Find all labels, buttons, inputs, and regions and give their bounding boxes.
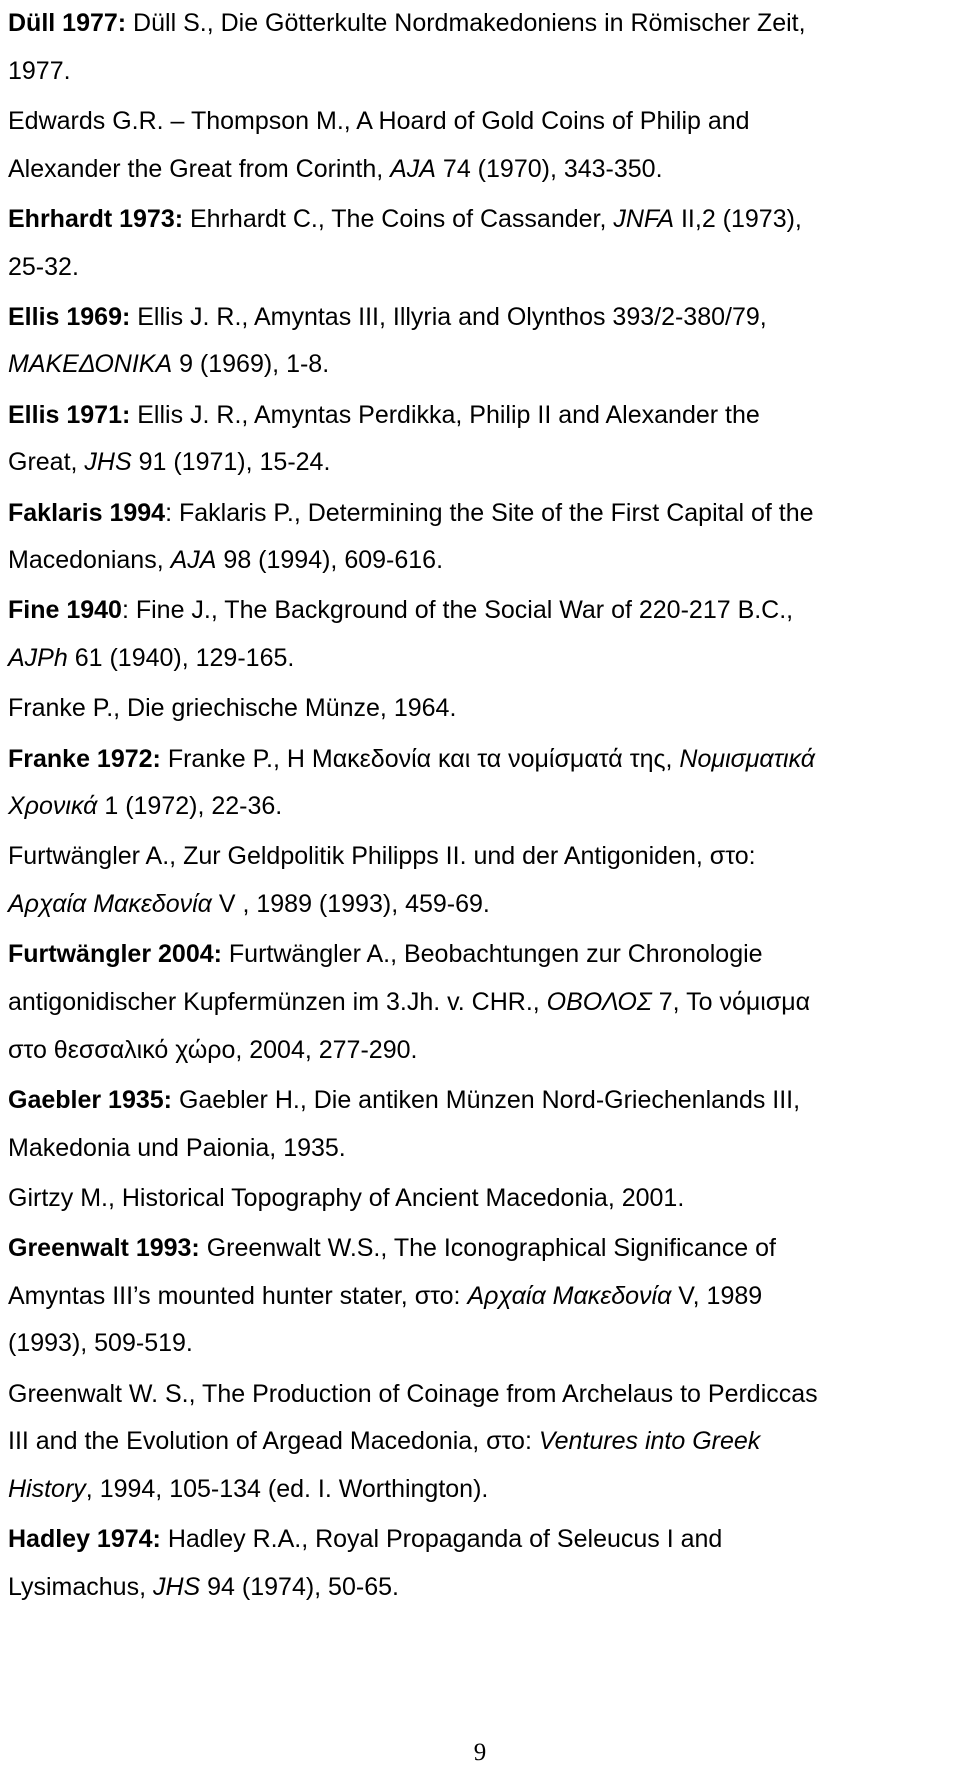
entry-key: Gaebler 1935:	[8, 1085, 172, 1114]
entry-italic-text: AJA	[390, 154, 436, 183]
bibliography-entry	[8, 98, 953, 193]
entry-text: Girtzy M., Historical Topography of Ancient Macedonia, 2001.	[8, 1183, 685, 1212]
entry-key: Hadley 1974:	[8, 1525, 161, 1554]
entry-line	[8, 1027, 953, 1075]
entry-line	[8, 341, 953, 389]
entry-text: : Fine J., The Background of the Social War of 220-217 B.C.,	[121, 596, 794, 625]
entry-italic-text: ΟΒΟΛΟΣ	[546, 988, 652, 1017]
entry-italic-text: ΜΑΚΕΔΟΝΙΚΑ	[8, 350, 173, 379]
entry-italic-text: JHS	[84, 448, 132, 477]
entry-text: Greenwalt W.S., The Iconographical Significance of	[199, 1234, 776, 1263]
bibliography-list	[8, 0, 953, 1614]
entry-line	[8, 439, 953, 487]
entry-text: Ellis J. R., Amyntas III, Illyria and Olynthos 393/2-380/79,	[130, 302, 767, 331]
bibliography-entry	[8, 736, 953, 831]
entry-line	[8, 48, 953, 96]
entry-italic-text: Νομισματικά	[679, 744, 816, 773]
entry-line	[8, 1320, 953, 1368]
bibliography-entry	[8, 931, 953, 1074]
entry-line	[8, 1371, 953, 1419]
entry-line	[8, 1516, 953, 1564]
entry-text: Hadley R.A., Royal Propaganda of Seleucus I and	[160, 1525, 723, 1554]
entry-italic-text: Αρχαία Μακεδονία	[467, 1281, 672, 1310]
entry-text: III and the Evolution of Argead Macedonia, στο:	[8, 1427, 539, 1456]
entry-line	[8, 98, 953, 146]
entry-key: Franke 1972:	[8, 744, 161, 773]
entry-text: Makedonia und Paionia, 1935.	[8, 1133, 346, 1162]
entry-line	[8, 294, 953, 342]
entry-text: 91 (1971), 15-24.	[131, 448, 331, 477]
entry-key: Faklaris 1994	[8, 498, 166, 527]
bibliography-entry	[8, 196, 953, 291]
entry-text: V , 1989 (1993), 459-69.	[211, 890, 490, 919]
entry-italic-text: JNFA	[613, 204, 675, 233]
bibliography-entry	[8, 1516, 953, 1611]
entry-line	[8, 685, 953, 733]
entry-text: 74 (1970), 343-350.	[435, 154, 663, 183]
entry-text: Lysimachus,	[8, 1573, 153, 1601]
entry-text: Furtwängler A., Beobachtungen zur Chronologie	[221, 940, 763, 969]
entry-line	[8, 881, 953, 929]
entry-italic-text: Χρονικά	[8, 792, 98, 821]
entry-text: Amyntas III’s mounted hunter stater, στο:	[8, 1281, 468, 1310]
entry-line	[8, 1273, 953, 1321]
entry-text: antigonidischer Kupfermünzen im 3.Jh. v. CHR.,	[8, 988, 547, 1017]
entry-text: II,2 (1973),	[674, 204, 802, 233]
entry-key: Furtwängler 2004:	[8, 940, 222, 969]
entry-line	[8, 490, 953, 538]
entry-line	[8, 979, 953, 1027]
entry-text: στο θεσσαλικό χώρο, 2004, 277-290.	[8, 1035, 418, 1064]
entry-line	[8, 783, 953, 831]
entry-line	[8, 0, 953, 48]
entry-key: Ehrhardt 1973:	[8, 204, 184, 233]
entry-line	[8, 833, 953, 881]
entry-text: 1 (1972), 22-36.	[97, 792, 283, 821]
entry-text: Great,	[8, 448, 85, 477]
entry-key: Greenwalt 1993:	[8, 1234, 200, 1263]
entry-key: Düll 1977:	[8, 9, 127, 37]
entry-text: V, 1989	[671, 1281, 763, 1310]
entry-text: 98 (1994), 609-616.	[216, 546, 444, 575]
entry-italic-text: Ventures into Greek	[538, 1427, 761, 1456]
bibliography-entry	[8, 1225, 953, 1368]
entry-line	[8, 1125, 953, 1173]
entry-key: Fine 1940	[8, 596, 122, 625]
entry-text: : Faklaris P., Determining the Site of the First Capital of the	[165, 498, 814, 527]
entry-text: 94 (1974), 50-65.	[200, 1573, 399, 1601]
entry-key: Ellis 1971:	[8, 400, 131, 429]
bibliography-entry	[8, 490, 953, 585]
entry-line	[8, 635, 953, 683]
bibliography-entry	[8, 833, 953, 928]
entry-line	[8, 1466, 953, 1514]
entry-line	[8, 244, 953, 292]
entry-text: Macedonians,	[8, 546, 171, 575]
entry-line	[8, 1077, 953, 1125]
entry-text: Greenwalt W. S., The Production of Coinage from Archelaus to Perdiccas	[8, 1379, 818, 1408]
entry-text: Gaebler H., Die antiken Münzen Nord-Griechenlands III,	[172, 1085, 801, 1114]
bibliography-entry	[8, 685, 953, 733]
entry-line	[8, 146, 953, 194]
entry-italic-text: AJPh	[8, 644, 68, 673]
entry-text: Ehrhardt C., The Coins of Cassander,	[183, 204, 614, 233]
entry-italic-text: History	[8, 1475, 86, 1504]
entry-text: 1977.	[8, 56, 71, 85]
entry-italic-text: Αρχαία Μακεδονία	[8, 890, 212, 919]
entry-line	[8, 537, 953, 585]
entry-text: Franke P., Die griechische Münze, 1964.	[8, 694, 457, 723]
entry-line	[8, 196, 953, 244]
entry-italic-text: AJA	[170, 546, 217, 575]
entry-italic-text: JHS	[152, 1573, 201, 1601]
entry-text: Furtwängler A., Zur Geldpolitik Philipps II. und der Antigoniden, στο:	[8, 842, 756, 871]
entry-text: , 1994, 105-134 (ed. I. Worthington).	[85, 1475, 489, 1504]
entry-line	[8, 1175, 953, 1223]
entry-text: Alexander the Great from Corinth,	[8, 154, 391, 183]
entry-line	[8, 1225, 953, 1273]
bibliography-entry	[8, 294, 953, 389]
entry-text: 61 (1940), 129-165.	[67, 644, 295, 673]
bibliography-entry	[8, 392, 953, 487]
entry-text: Düll S., Die Götterkulte Nordmakedoniens in Römischer Zeit,	[126, 9, 806, 37]
entry-text: 25-32.	[8, 252, 79, 281]
bibliography-entry	[8, 1077, 953, 1172]
entry-line	[8, 587, 953, 635]
page-number: 9	[473, 1739, 487, 1766]
entry-text: Franke P., Η Μακεδονία και τα νομίσματά της,	[160, 744, 680, 773]
entry-text: 9 (1969), 1-8.	[172, 350, 330, 379]
entry-line	[8, 392, 953, 440]
entry-line	[8, 1418, 953, 1466]
entry-text: Ellis J. R., Amyntas Perdikka, Philip II and Alexander the	[130, 400, 760, 429]
entry-text: (1993), 509-519.	[8, 1329, 193, 1358]
entry-line	[8, 736, 953, 784]
entry-text: 7, Το νόμισμα	[651, 988, 811, 1017]
bibliography-entry	[8, 0, 953, 95]
entry-text: Edwards G.R. – Thompson M., A Hoard of Gold Coins of Philip and	[8, 106, 750, 135]
bibliography-entry	[8, 1175, 953, 1223]
entry-line	[8, 931, 953, 979]
entry-line	[8, 1564, 953, 1612]
entry-key: Ellis 1969:	[8, 302, 131, 331]
bibliography-entry	[8, 587, 953, 682]
bibliography-entry	[8, 1371, 953, 1514]
